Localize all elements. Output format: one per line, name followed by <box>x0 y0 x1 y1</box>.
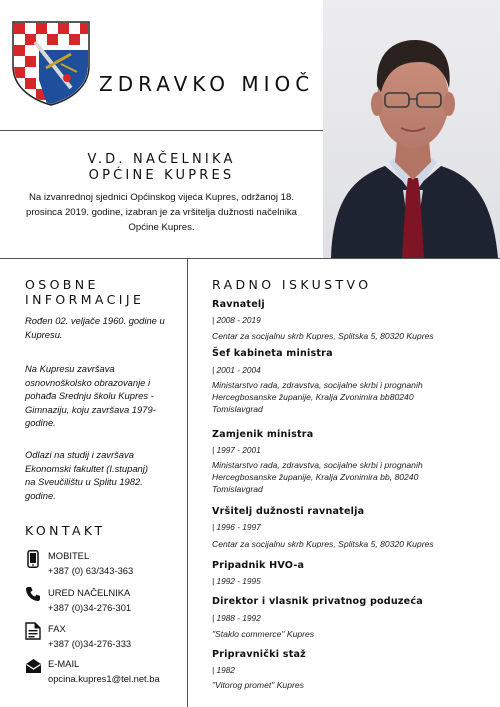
personal-para-1: Rođen 02. veljače 1960. godine u Kupresu. <box>25 315 165 340</box>
personal-para-3: Odlazi na studij i završava Ekonomski fakultet (I.stupanj) na Sveučilištu u Splitu 1982. godine. <box>25 449 148 501</box>
job-period: | 1988 - 1992 <box>212 613 261 623</box>
fax-icon <box>25 622 41 640</box>
job-period: | 1996 - 1997 <box>212 522 261 532</box>
contact-title: KONTAKT <box>25 523 106 538</box>
experience-title: RADNO ISKUSTVO <box>212 277 372 292</box>
contact-item-office <box>25 586 185 616</box>
job-title: Direktor i vlasnik privatnog poduzeća <box>212 596 423 607</box>
envelope-icon <box>25 658 42 674</box>
job-title: Pripravnički staž <box>212 649 306 660</box>
person-name: ZDRAVKO MIOČ <box>99 72 315 96</box>
personal-info-title-2: INFORMACIJE <box>25 292 145 307</box>
contact-value-mobile[interactable]: +387 (0) 63/343-363 <box>48 565 134 576</box>
personal-para-2: Na Kupresu završava osnovnoškolsko obrazovanje i pohađa Srednju školu Kupres - Gimnaziju, koju završava 1979- godine. <box>25 363 156 429</box>
contact-value-fax[interactable]: +387 (0)34-276-333 <box>48 638 132 649</box>
job-title: Ravnatelj <box>212 299 265 310</box>
job-title: Šef kabineta ministra <box>212 348 333 359</box>
role-line-1: V.D. NAČELNIKA <box>87 152 236 167</box>
contact-label-fax: FAX <box>48 623 66 634</box>
column-divider <box>187 259 188 707</box>
contact-value-email[interactable]: opcina.kupres1@tel.net.ba <box>48 673 160 684</box>
job-description-line: Ministarstvo rada, zdravstva, socijalne skrbi i prognanih <box>212 460 423 470</box>
job-period: | 1997 - 2001 <box>212 445 261 455</box>
personal-info-title-1: OSOBNE <box>25 277 99 292</box>
job-period: | 2001 - 2004 <box>212 365 261 375</box>
job-title: Pripadnik HVO-a <box>212 560 305 571</box>
job-description-line: Hercegbosanske županije, Kralja Zvonimira bb80240 <box>212 391 414 402</box>
job-description <box>212 380 494 415</box>
portrait-photo <box>323 0 500 258</box>
job-description-line: Tomislavgrad <box>212 403 263 414</box>
contact-item-fax <box>25 622 185 652</box>
job-description: "Staklo commerce" Kupres <box>212 629 315 639</box>
contact-label-email: E-MAIL <box>48 658 80 669</box>
contact-label-office: URED NAČELNIKA <box>48 587 131 598</box>
role-line-2: OPĆINE KUPRES <box>88 168 235 183</box>
header <box>0 0 500 258</box>
job-period: | 2008 - 2019 <box>212 315 261 325</box>
job-period: | 1992 - 1995 <box>212 576 261 586</box>
intro-text: Na izvanrednoj sjednici Općinskog vijeća Kupres, održanoj 18. prosinca 2019. godine, izabran je za vršitelja dužnosti načelnika Općine Kupres. <box>26 192 297 233</box>
job-description: Centar za socijalnu skrb Kupres, Splitska 5, 80320 Kupres <box>212 539 434 549</box>
job-description-line: Tomislavgrad <box>212 483 263 494</box>
contact-item-mobile <box>25 549 185 579</box>
contact-label-mobile: MOBITEL <box>48 550 90 561</box>
contact-value-office[interactable]: +387 (0)34-276-301 <box>48 602 132 613</box>
job-description <box>212 460 494 495</box>
coat-of-arms-icon <box>11 20 91 106</box>
job-description: "Vitorog promet" Kupres <box>212 680 304 690</box>
job-description-line: Ministarstvo rada, zdravstva, socijalne skrbi i prognanih <box>212 380 423 390</box>
phone-mobile-icon <box>26 550 40 568</box>
contact-item-email <box>25 657 190 687</box>
job-description-line: Hercegbosanske županije, Kralja Zvonimira bb, 80240 <box>212 471 419 482</box>
job-description: Centar za socijalnu skrb Kupres, Splitska 5, 80320 Kupres <box>212 331 434 341</box>
job-title: Vršitelj dužnosti ravnatelja <box>212 506 365 517</box>
job-period: | 1982 <box>212 665 235 675</box>
section-divider <box>0 258 500 259</box>
header-divider <box>0 130 323 131</box>
job-title: Zamjenik ministra <box>212 429 314 440</box>
phone-handset-icon <box>25 586 41 602</box>
